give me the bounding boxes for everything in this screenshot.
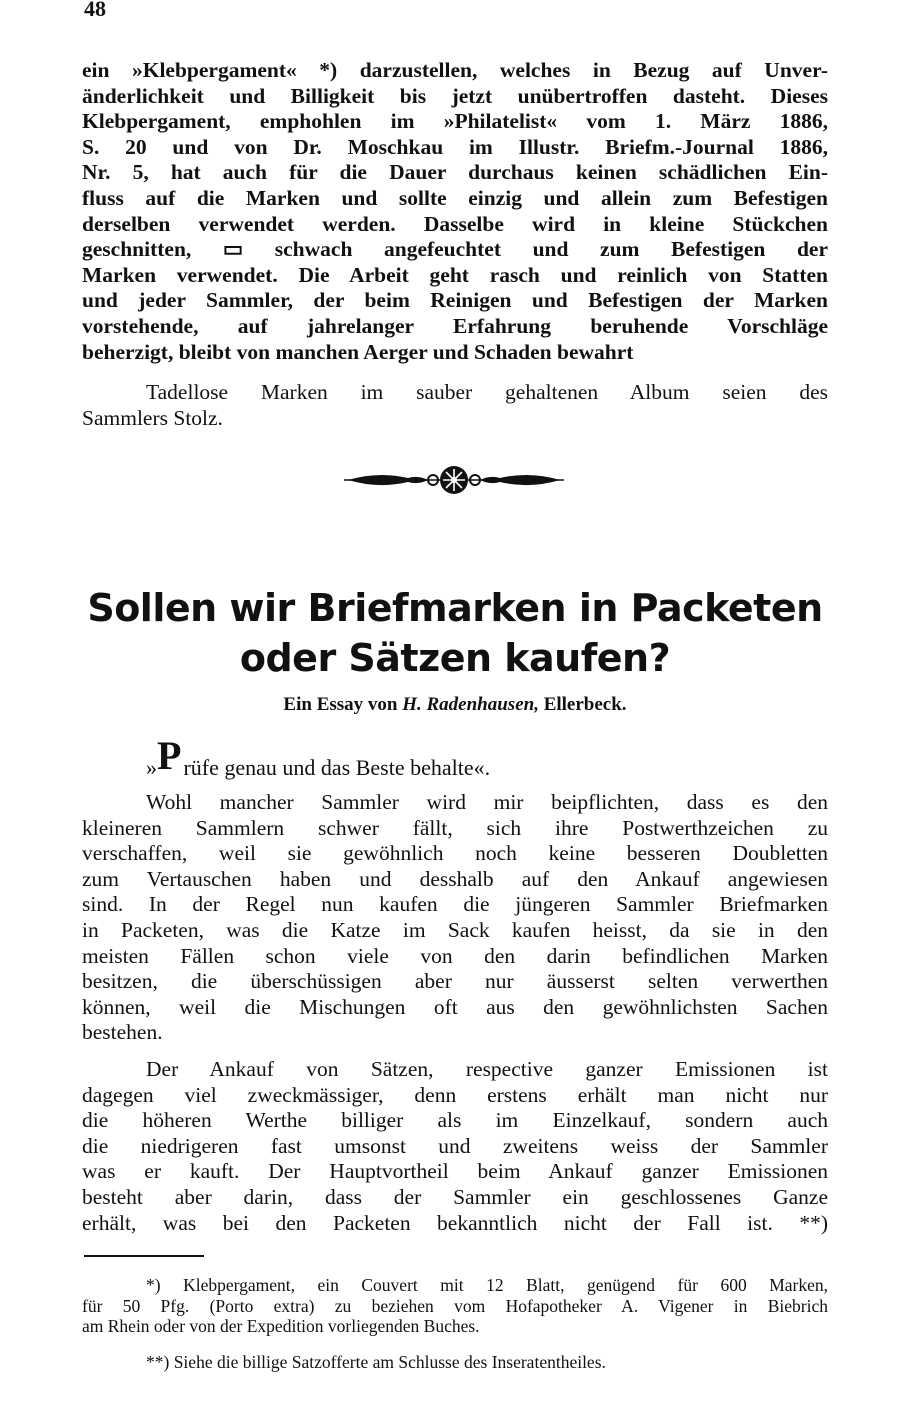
text-line: können, weil die Mischungen oft aus den gewöhnlichsten Sachen — [82, 994, 828, 1019]
text-line: die niedrigeren fast umsonst und zweitens weiss der Sammler — [82, 1133, 828, 1158]
text-line: zum Vertauschen haben und desshalb auf den Ankauf angewiesen — [82, 866, 828, 891]
ornament-divider-icon — [338, 463, 570, 497]
page-number: 48 — [84, 0, 106, 21]
text-line: bestehen. — [82, 1020, 163, 1045]
byline-prefix: Ein Essay von — [283, 694, 398, 715]
text-line: S. 20 und von Dr. Moschkau im Illustr. Briefm.-Journal 1886, — [82, 134, 828, 159]
text-line: Nr. 5, hat auch für die Dauer durchaus keinen schädlichen Ein- — [82, 160, 828, 185]
text-line: vorstehende, auf jahrelanger Erfahrung beruhende Vorschläge — [82, 313, 828, 338]
text-line: Marken verwendet. Die Arbeit geht rasch und reinlich von Statten — [82, 262, 828, 287]
text-line: besitzen, die überschüssigen aber nur äusserst selten verwerthen — [82, 969, 828, 994]
text-line: derselben verwendet werden. Dasselbe wird in kleine Stückchen — [82, 211, 828, 236]
text-line: Wohl mancher Sammler wird mir beipflichten, dass es den — [146, 790, 828, 814]
closing-paragraph — [82, 380, 828, 431]
footnote-2 — [82, 1352, 828, 1373]
footnote-divider — [84, 1255, 204, 1257]
footnote-line: für 50 Pfg. (Porto extra) zu beziehen vom Hofapotheker A. Vigener in Biebrich — [82, 1295, 828, 1316]
article-title-line-1: Sollen wir Briefmarken in Packeten — [87, 586, 823, 630]
article-title-line-2: oder Sätzen kaufen? — [239, 636, 671, 680]
article-paragraph-1 — [82, 790, 828, 1046]
text-line: änderlichkeit und Billigkeit bis jetzt unübertroffen dasteht. Dieses — [82, 83, 828, 108]
footnote-line: **) Siehe die billige Satzofferte am Schlusse des Inseratentheiles. — [146, 1352, 606, 1372]
text-line: fluss auf die Marken und sollte einzig und allein zum Befestigen — [82, 185, 828, 210]
motto-text: rüfe genau und das Beste behalte«. — [183, 755, 491, 780]
text-line: Klebpergament, emphohlen im »Philatelist« vom 1. März 1886, — [82, 109, 828, 134]
intro-paragraph — [82, 58, 828, 365]
text-line: verschaffen, weil sie gewöhnlich noch keine besseren Doubletten — [82, 841, 828, 866]
footnote-1 — [82, 1275, 828, 1337]
text-line: sind. In der Regel nun kaufen die jüngeren Sammler Briefmarken — [82, 892, 828, 917]
text-line: die höheren Werthe billiger als im Einzelkauf, sondern auch — [82, 1108, 828, 1133]
drop-initial: P — [157, 733, 182, 778]
text-line: beherzigt, bleibt von manchen Aerger und Schaden bewahrt — [82, 339, 634, 364]
text-line: und jeder Sammler, der beim Reinigen und Befestigen der Marken — [82, 288, 828, 313]
text-line: Tadellose Marken im sauber gehaltenen Album seien des — [146, 380, 828, 404]
text-line: Der Ankauf von Sätzen, respective ganzer Emissionen ist — [146, 1057, 828, 1081]
text-line: besteht aber darin, dass der Sammler ein geschlossenes Ganze — [82, 1184, 828, 1209]
text-line: in Packeten, was die Katze im Sack kaufen heisst, da sie in den — [82, 917, 828, 942]
article-motto — [146, 733, 491, 781]
byline-place: Ellerbeck. — [543, 694, 627, 715]
motto-open-quote: » — [146, 755, 157, 780]
text-line: dagegen viel zweckmässiger, denn erstens erhält man nicht nur — [82, 1082, 828, 1107]
byline-author: H. Radenhausen, — [402, 694, 539, 715]
text-line: kleineren Sammlern schwer fällt, sich ihre Postwerthzeichen zu — [82, 815, 828, 840]
text-line: ein »Klebpergament« *) darzustellen, welches in Bezug auf Unver- — [82, 58, 828, 82]
footnote-line: *) Klebpergament, ein Couvert mit 12 Blatt, genügend für 600 Marken, — [146, 1275, 828, 1295]
article-paragraph-2 — [82, 1057, 828, 1236]
footnote-line: am Rhein oder von der Expedition vorliegenden Buches. — [82, 1316, 480, 1336]
text-line: was er kauft. Der Hauptvortheil beim Ankauf ganzer Emissionen — [82, 1159, 828, 1184]
text-line: erhält, was bei den Packeten bekanntlich nicht der Fall ist. **) — [82, 1210, 828, 1235]
article-byline — [82, 694, 828, 716]
text-line: geschnitten, ▭ schwach angefeuchtet und zum Befestigen der — [82, 237, 828, 262]
text-line: Sammlers Stolz. — [82, 405, 223, 430]
text-line: meisten Fällen schon viele von den darin befindlichen Marken — [82, 943, 828, 968]
